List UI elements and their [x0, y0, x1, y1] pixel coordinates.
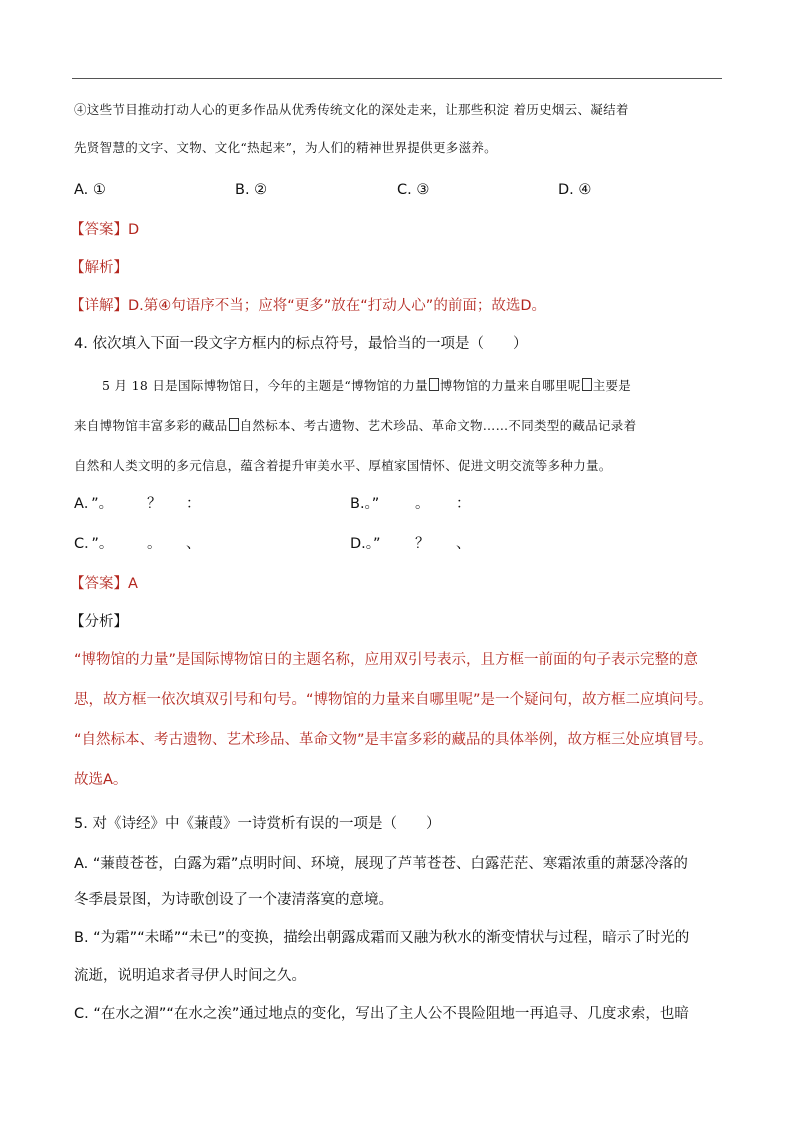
q4-question: 4. 依次填入下面一段文字方框内的标点符号，最恰当的一项是（ ）	[74, 336, 528, 352]
q4-analysis-line-3: “自然标本、考古遗物、艺术珍品、革命文物”是丰富多彩的藏品的具体举例，故方框三处应填冒号。	[74, 732, 713, 748]
q3-detail: 【详解】D.第④句语序不当；应将“更多”放在“打动人心”的前面；故选D。	[70, 298, 546, 314]
q5-option-c-line-1: C. “在水之湄”“在水之涘”通过地点的变化，写出了主人公不畏险阻地一再追寻、几度求索，也暗	[74, 1006, 689, 1022]
q4-paragraph-line-3: 自然和人类文明的多元信息，蕴含着提升审美水平、厚植家国情怀、促进文明交流等多种力量。	[74, 458, 612, 473]
q4-para-2b: 自然标本、考古遗物、艺术珍品、革命文物……不同类型的藏品记录着	[239, 418, 637, 433]
q4-para-1c: 主要是	[592, 378, 632, 393]
q4-analysis-line-2: 思，故方框一依次填双引号和句号。“博物馆的力量来自哪里呢”是一个疑问句，故方框二应填问号。	[74, 692, 713, 708]
blank-box-1	[429, 378, 439, 391]
q5-option-a-line-1: A. “蒹葭苍苍，白露为霜”点明时间、环境，展现了芦苇苍苍、白露茫茫、寒霜浓重的萧瑟冷落的	[74, 856, 688, 872]
q3-option-a: A. ①	[74, 182, 106, 198]
q5-option-b-line-2: 流逝，说明追求者寻伊人时间之久。	[74, 968, 306, 984]
q3-analysis-label: 【解析】	[70, 260, 128, 276]
blank-box-2	[582, 378, 592, 391]
q4-option-d-1: D.。”	[350, 536, 381, 552]
q3-answer: 【答案】D	[70, 222, 140, 238]
q3-option-c: C. ③	[397, 182, 430, 198]
header-rule	[72, 78, 722, 79]
q3-statement-line-2: 先贤智慧的文字、文物、文化“热起来”，为人们的精神世界提供更多滋养。	[74, 140, 497, 155]
q4-option-c-2: 。	[147, 536, 162, 552]
q4-option-d-2: ？	[415, 536, 430, 552]
q3-option-b: B. ②	[235, 182, 268, 198]
q4-paragraph-line-1	[102, 376, 631, 396]
q4-option-a-2: ？	[147, 496, 162, 512]
q4-option-a-3: ：	[186, 496, 201, 512]
q5-question: 5. 对《诗经》中《蒹葭》一诗赏析有误的一项是（ ）	[74, 816, 441, 832]
q4-analysis-line-4: 故选A。	[74, 772, 128, 788]
q3-option-d: D. ④	[558, 182, 592, 198]
q5-option-a-line-2: 冬季晨景图，为诗歌创设了一个凄清落寞的意境。	[74, 892, 393, 908]
q4-answer: 【答案】A	[70, 576, 138, 592]
q4-option-b-2: 。	[415, 496, 430, 512]
q4-option-a-1: A．”。	[74, 496, 114, 512]
q4-option-b-1: B.。”	[350, 496, 380, 512]
q4-analysis-label: 【分析】	[70, 614, 128, 630]
q4-option-c-1: C．”。	[74, 536, 114, 552]
q4-analysis-line-1: “博物馆的力量”是国际博物馆日的主题名称，应用双引号表示，且方框一前面的句子表示完整的意	[74, 652, 699, 668]
q4-option-c-3: 、	[186, 536, 201, 552]
q5-option-b-line-1: B. “为霜”“未晞”“未已”的变换，描绘出朝露成霜而又融为秋水的渐变情状与过程，暗示了时光的	[74, 930, 690, 946]
q3-statement-line-1: ④这些节目推动打动人心的更多作品从优秀传统文化的深处走来，让那些积淀 着历史烟云、凝结着	[74, 102, 629, 117]
q4-option-b-3: ：	[456, 496, 471, 512]
q4-option-d-3: 、	[456, 536, 471, 552]
q4-para-2a: 来自博物馆丰富多彩的藏品	[74, 418, 228, 433]
blank-box-3	[229, 418, 239, 431]
q4-paragraph-line-2	[74, 416, 636, 436]
q4-para-1b: 博物馆的力量来自哪里呢	[439, 378, 581, 393]
q4-para-1a: 5 月 18 日是国际博物馆日，今年的主题是“博物馆的力量	[102, 378, 428, 393]
